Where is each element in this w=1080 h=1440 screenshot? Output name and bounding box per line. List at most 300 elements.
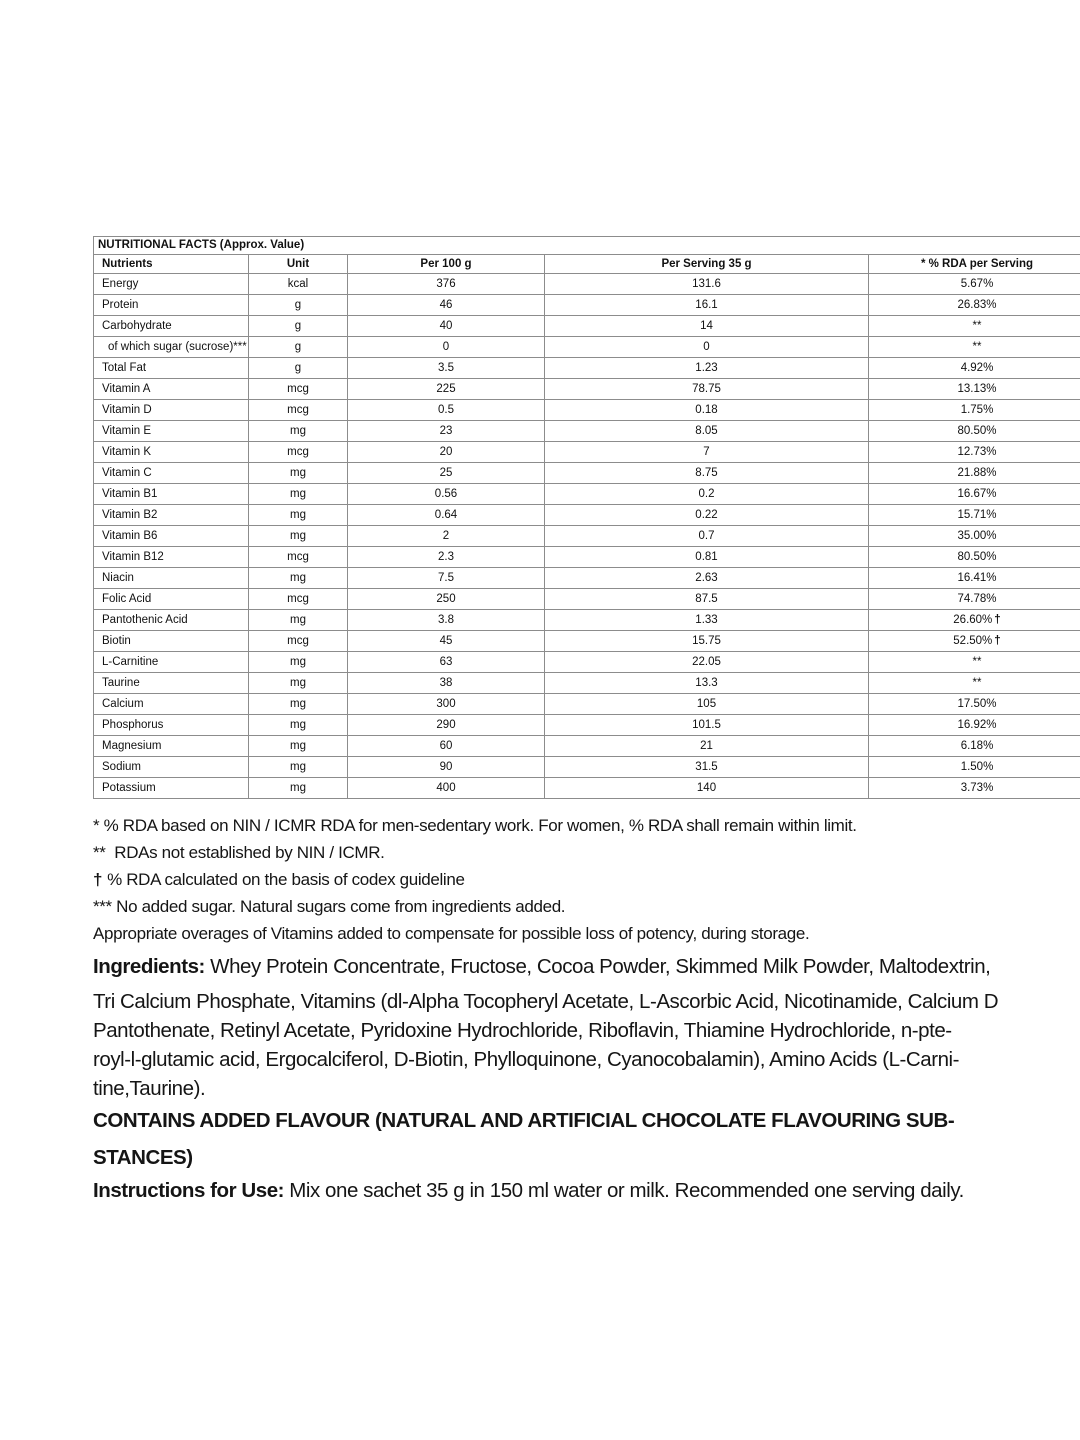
value-per-100g: 45	[439, 634, 453, 647]
value-per-100g-cell	[348, 757, 545, 778]
rda-per-serving-cell	[869, 757, 1080, 778]
value-per-100g-cell	[348, 316, 545, 337]
flavour-line: CONTAINS ADDED FLAVOUR (NATURAL AND ARTIFICIAL CHOCOLATE FLAVOURING SUB-	[93, 1109, 955, 1132]
table-row	[94, 442, 1080, 463]
value-per-serving-cell	[545, 757, 869, 778]
value-per-serving-cell	[545, 610, 869, 631]
value-per-serving-cell	[545, 715, 869, 736]
instructions-label: Instructions for Use:	[93, 1179, 285, 1202]
value-per-100g: 60	[439, 739, 453, 752]
value-per-serving: 13.3	[695, 676, 718, 689]
nutrient-unit: g	[294, 298, 302, 311]
value-per-serving: 0.22	[695, 508, 718, 521]
nutrient-name: Sodium	[102, 760, 141, 773]
nutrient-name-cell	[94, 589, 249, 610]
nutrient-unit: mcg	[287, 445, 309, 458]
table-row	[94, 652, 1080, 673]
rda-per-serving: 1.50%	[960, 760, 994, 773]
nutrition-facts-table	[93, 236, 1080, 799]
rda-per-serving-cell	[869, 694, 1080, 715]
value-per-serving: 0	[703, 340, 710, 353]
value-per-serving-cell	[545, 778, 869, 799]
table-row	[94, 631, 1080, 652]
nutrient-name-cell	[94, 778, 249, 799]
value-per-100g-cell	[348, 421, 545, 442]
rda-per-serving-cell	[869, 421, 1080, 442]
value-per-serving-cell	[545, 505, 869, 526]
value-per-serving-cell	[545, 736, 869, 757]
dagger-mark: †	[994, 613, 1001, 626]
rda-per-serving: 12.73%	[957, 445, 997, 458]
value-per-serving-cell	[545, 673, 869, 694]
nutrient-name-cell	[94, 274, 249, 295]
value-per-serving: 78.75	[692, 382, 721, 395]
value-per-serving: 8.75	[695, 466, 718, 479]
rda-per-serving: 6.18%	[960, 739, 994, 752]
value-per-serving: 1.33	[695, 613, 718, 626]
rda-per-serving-cell	[869, 589, 1080, 610]
nutrient-unit: g	[294, 340, 302, 353]
value-per-100g: 3.8	[438, 613, 454, 626]
nutrient-unit-cell	[249, 715, 348, 736]
nutrient-name: Biotin	[102, 634, 131, 647]
nutrient-name: Vitamin E	[102, 424, 152, 437]
table-row	[94, 274, 1080, 295]
nutrient-unit-cell	[249, 442, 348, 463]
nutrient-unit-cell	[249, 631, 348, 652]
nutrient-unit: mg	[290, 760, 306, 773]
value-per-100g-cell	[348, 484, 545, 505]
nutrient-name-cell	[94, 652, 249, 673]
rda-per-serving: 26.83%	[957, 298, 997, 311]
table-row	[94, 547, 1080, 568]
value-per-100g: 25	[439, 466, 453, 479]
footnote-overages: Appropriate overages of Vitamins added to compensate for possible loss of potency, during storage.	[93, 924, 810, 943]
rda-per-serving-cell	[869, 442, 1080, 463]
value-per-100g: 38	[439, 676, 453, 689]
nutrient-name: Vitamin D	[102, 403, 152, 416]
nutrient-unit: mcg	[287, 634, 309, 647]
nutrient-unit-cell	[249, 694, 348, 715]
nutrient-name: Potassium	[102, 781, 156, 794]
rda-per-serving: 35.00%	[957, 529, 997, 542]
value-per-100g: 0.64	[434, 508, 458, 521]
nutrient-name-cell	[94, 484, 249, 505]
nutrient-unit-cell	[249, 547, 348, 568]
value-per-serving-cell	[545, 526, 869, 547]
nutrient-unit: mg	[290, 508, 306, 521]
rda-per-serving-cell	[869, 715, 1080, 736]
rda-per-serving: 13.13%	[957, 382, 997, 395]
value-per-serving: 7	[703, 445, 710, 458]
value-per-100g-cell	[348, 631, 545, 652]
rda-per-serving: 52.50%	[953, 634, 993, 647]
nutrient-name: Carbohydrate	[102, 319, 172, 332]
value-per-serving: 0.81	[695, 550, 718, 563]
rda-per-serving: 26.60%	[953, 613, 993, 626]
value-per-serving-cell	[545, 337, 869, 358]
nutrient-unit: kcal	[287, 277, 309, 290]
value-per-100g: 90	[439, 760, 453, 773]
rda-per-serving: 16.67%	[957, 487, 997, 500]
nutrient-name: Vitamin A	[102, 382, 151, 395]
value-per-serving-cell	[545, 358, 869, 379]
nutrient-unit: mg	[290, 424, 306, 437]
nutrient-name: Vitamin B6	[102, 529, 158, 542]
value-per-100g: 63	[439, 655, 453, 668]
ingredients-paragraph	[93, 952, 999, 1103]
nutrient-unit-cell	[249, 778, 348, 799]
ingredients-line: royl-l-glutamic acid, Ergocalciferol, D-Biotin, Phylloquinone, Cyanocobalamin), Amino Acids (L-Carni-	[93, 1048, 960, 1071]
nutrient-unit: mg	[290, 697, 306, 710]
nutrient-unit-cell	[249, 316, 348, 337]
rda-per-serving-cell	[869, 547, 1080, 568]
nutrient-name: Niacin	[102, 571, 134, 584]
nutrient-name-cell	[94, 547, 249, 568]
nutrient-unit: mcg	[287, 550, 309, 563]
table-row	[94, 526, 1080, 547]
nutrient-unit: mg	[290, 529, 306, 542]
value-per-100g-cell	[348, 778, 545, 799]
rda-per-serving-cell	[869, 610, 1080, 631]
rda-per-serving-cell	[869, 484, 1080, 505]
rda-per-serving: 21.88%	[957, 466, 997, 479]
nutrient-name: Taurine	[102, 676, 140, 689]
dagger-mark: †	[994, 634, 1001, 647]
rda-per-serving-cell	[869, 358, 1080, 379]
value-per-100g-cell	[348, 673, 545, 694]
nutrient-name: Magnesium	[102, 739, 162, 752]
rda-per-serving: **	[972, 676, 982, 689]
nutrient-name-cell	[94, 316, 249, 337]
nutrient-unit: g	[294, 361, 302, 374]
header-unit: Unit	[249, 255, 348, 274]
header-rda: * % RDA per Serving	[869, 255, 1080, 274]
table-row	[94, 400, 1080, 421]
rda-per-serving: 15.71%	[957, 508, 997, 521]
table-row	[94, 568, 1080, 589]
footnotes	[93, 812, 1053, 947]
rda-per-serving-cell	[869, 631, 1080, 652]
nutrient-name-cell	[94, 694, 249, 715]
value-per-serving: 101.5	[692, 718, 721, 731]
value-per-100g-cell	[348, 358, 545, 379]
rda-per-serving: **	[972, 655, 982, 668]
value-per-serving: 1.23	[695, 361, 718, 374]
ingredients-label: Ingredients:	[93, 955, 205, 978]
value-per-100g: 3.5	[438, 361, 454, 374]
value-per-serving: 15.75	[692, 634, 721, 647]
nutrient-name-cell	[94, 505, 249, 526]
table-row	[94, 505, 1080, 526]
nutrient-unit-cell	[249, 610, 348, 631]
flavour-line: STANCES)	[93, 1146, 193, 1169]
table-row	[94, 715, 1080, 736]
value-per-100g: 290	[436, 718, 456, 731]
value-per-100g-cell	[348, 274, 545, 295]
rda-per-serving-cell	[869, 673, 1080, 694]
nutrient-name: Vitamin B12	[102, 550, 164, 563]
value-per-100g-cell	[348, 547, 545, 568]
rda-per-serving-cell	[869, 295, 1080, 316]
rda-per-serving: **	[972, 340, 982, 353]
value-per-serving: 131.6	[692, 277, 721, 290]
header-per-100g: Per 100 g	[348, 255, 545, 274]
header-per-serving: Per Serving 35 g	[545, 255, 869, 274]
nutrient-name: Phosphorus	[102, 718, 164, 731]
nutrient-name-cell	[94, 442, 249, 463]
nutrient-unit-cell	[249, 736, 348, 757]
header-nutrients: Nutrients	[94, 255, 249, 274]
nutrient-unit: g	[294, 319, 302, 332]
value-per-serving: 8.05	[695, 424, 718, 437]
value-per-100g-cell	[348, 610, 545, 631]
nutrient-unit-cell	[249, 568, 348, 589]
instructions-for-use	[93, 1176, 1043, 1205]
nutrient-unit-cell	[249, 274, 348, 295]
value-per-100g: 250	[436, 592, 456, 605]
table-body	[94, 274, 1080, 799]
value-per-100g: 300	[436, 697, 456, 710]
rda-per-serving: 1.75%	[960, 403, 994, 416]
value-per-serving: 2.63	[695, 571, 718, 584]
table-row	[94, 379, 1080, 400]
value-per-100g: 20	[439, 445, 453, 458]
value-per-100g-cell	[348, 589, 545, 610]
nutrient-unit: mg	[290, 781, 306, 794]
rda-per-serving-cell	[869, 778, 1080, 799]
rda-per-serving: 17.50%	[957, 697, 997, 710]
ingredients-text: Whey Protein Concentrate, Fructose, Cocoa Powder, Skimmed Milk Powder, Maltodextrin,	[204, 955, 991, 978]
nutrient-name-cell	[94, 421, 249, 442]
nutrient-unit-cell	[249, 400, 348, 421]
rda-per-serving-cell	[869, 736, 1080, 757]
nutrient-name: Vitamin C	[102, 466, 152, 479]
nutrient-unit-cell	[249, 673, 348, 694]
nutrient-unit-cell	[249, 652, 348, 673]
rda-per-serving-cell	[869, 652, 1080, 673]
nutrient-name-cell	[94, 568, 249, 589]
value-per-serving: 87.5	[695, 592, 718, 605]
footnote-not-established: ** RDAs not established by NIN / ICMR.	[93, 843, 385, 862]
nutrient-name: L-Carnitine	[102, 655, 159, 668]
nutrient-unit: mcg	[287, 403, 309, 416]
nutrient-unit: mg	[290, 676, 306, 689]
value-per-100g-cell	[348, 694, 545, 715]
table-row	[94, 694, 1080, 715]
ingredients-line: Tri Calcium Phosphate, Vitamins (dl-Alpha Tocopheryl Acetate, L-Ascorbic Acid, Nicotinamide, Calcium D	[93, 990, 999, 1013]
nutrient-unit-cell	[249, 463, 348, 484]
value-per-serving-cell	[545, 652, 869, 673]
nutrient-name-cell	[94, 736, 249, 757]
nutrient-name-cell	[94, 610, 249, 631]
nutrient-unit-cell	[249, 757, 348, 778]
nutrient-unit-cell	[249, 337, 348, 358]
footnote-no-added-sugar: *** No added sugar. Natural sugars come from ingredients added.	[93, 897, 566, 916]
value-per-100g: 40	[439, 319, 453, 332]
nutrient-unit-cell	[249, 358, 348, 379]
value-per-100g: 46	[439, 298, 453, 311]
nutrient-name-cell	[94, 358, 249, 379]
nutrient-unit-cell	[249, 295, 348, 316]
value-per-100g: 23	[439, 424, 453, 437]
value-per-100g-cell	[348, 337, 545, 358]
nutrient-name-cell	[94, 295, 249, 316]
value-per-serving-cell	[545, 631, 869, 652]
value-per-100g: 0	[442, 340, 450, 353]
value-per-100g: 2.3	[438, 550, 454, 563]
table-row	[94, 673, 1080, 694]
value-per-serving: 0.7	[698, 529, 715, 542]
nutrient-unit: mg	[290, 718, 306, 731]
rda-per-serving: 80.50%	[957, 550, 997, 563]
rda-per-serving-cell	[869, 463, 1080, 484]
value-per-serving-cell	[545, 568, 869, 589]
value-per-100g: 225	[436, 382, 456, 395]
value-per-100g-cell	[348, 295, 545, 316]
value-per-100g-cell	[348, 526, 545, 547]
value-per-serving: 16.1	[695, 298, 718, 311]
nutrient-unit: mcg	[287, 592, 309, 605]
value-per-100g-cell	[348, 400, 545, 421]
table-row	[94, 778, 1080, 799]
value-per-serving: 0.18	[695, 403, 718, 416]
table-row	[94, 463, 1080, 484]
nutrient-name: Vitamin B2	[102, 508, 158, 521]
value-per-serving-cell	[545, 400, 869, 421]
nutrient-name-cell	[94, 379, 249, 400]
rda-per-serving: 16.92%	[957, 718, 997, 731]
value-per-100g-cell	[348, 652, 545, 673]
instructions-text: Mix one sachet 35 g in 150 ml water or milk. Recommended one serving daily.	[284, 1179, 964, 1202]
rda-per-serving-cell	[869, 274, 1080, 295]
dagger-symbol: †	[93, 870, 103, 889]
nutrient-name-cell	[94, 757, 249, 778]
value-per-serving: 14	[700, 319, 713, 332]
table-row	[94, 421, 1080, 442]
table-row	[94, 589, 1080, 610]
nutrient-unit: mg	[290, 613, 306, 626]
rda-per-serving: 74.78%	[957, 592, 997, 605]
footnote-codex-text: % RDA calculated on the basis of codex guideline	[107, 870, 465, 889]
rda-per-serving-cell	[869, 337, 1080, 358]
nutrient-unit-cell	[249, 484, 348, 505]
nutrient-name-cell	[94, 673, 249, 694]
value-per-serving-cell	[545, 547, 869, 568]
table-row	[94, 316, 1080, 337]
value-per-100g-cell	[348, 379, 545, 400]
nutrient-name-cell	[94, 337, 249, 358]
table-row	[94, 736, 1080, 757]
nutrient-name-cell	[94, 526, 249, 547]
nutrient-unit: mg	[290, 571, 306, 584]
nutrient-name: Protein	[102, 298, 139, 311]
value-per-serving: 22.05	[692, 655, 721, 668]
value-per-serving-cell	[545, 316, 869, 337]
value-per-100g-cell	[348, 715, 545, 736]
value-per-serving: 21	[700, 739, 713, 752]
value-per-100g: 2	[442, 529, 450, 542]
rda-per-serving-cell	[869, 316, 1080, 337]
rda-per-serving: 5.67%	[960, 277, 994, 290]
table-row	[94, 358, 1080, 379]
rda-per-serving: **	[972, 319, 982, 332]
rda-per-serving-cell	[869, 379, 1080, 400]
value-per-100g-cell	[348, 442, 545, 463]
nutrient-name: Total Fat	[102, 361, 147, 374]
value-per-100g-cell	[348, 463, 545, 484]
nutrient-name: Vitamin K	[102, 445, 152, 458]
flavour-statement	[93, 1102, 993, 1176]
nutrient-unit-cell	[249, 421, 348, 442]
nutrient-name: of which sugar (sucrose)***	[108, 340, 247, 353]
table-row	[94, 610, 1080, 631]
table-row	[94, 295, 1080, 316]
nutrient-unit-cell	[249, 589, 348, 610]
ingredients-line: tine,Taurine).	[93, 1077, 206, 1100]
value-per-serving: 140	[696, 781, 717, 794]
rda-per-serving: 80.50%	[957, 424, 997, 437]
nutrient-name: Energy	[102, 277, 139, 290]
value-per-100g: 0.56	[434, 487, 458, 500]
ingredients-line: Pantothenate, Retinyl Acetate, Pyridoxine Hydrochloride, Riboflavin, Thiamine Hydrochloride, n-pte-	[93, 1019, 952, 1042]
value-per-serving-cell	[545, 463, 869, 484]
nutrient-name-cell	[94, 631, 249, 652]
nutrient-unit: mg	[290, 466, 306, 479]
rda-per-serving: 4.92%	[960, 361, 994, 374]
value-per-serving: 0.2	[698, 487, 715, 500]
rda-per-serving: 3.73%	[960, 781, 994, 794]
value-per-100g: 7.5	[438, 571, 454, 584]
value-per-serving-cell	[545, 484, 869, 505]
value-per-serving-cell	[545, 295, 869, 316]
rda-per-serving-cell	[869, 400, 1080, 421]
rda-per-serving: 16.41%	[957, 571, 997, 584]
rda-per-serving-cell	[869, 568, 1080, 589]
nutrient-name-cell	[94, 715, 249, 736]
table-row	[94, 337, 1080, 358]
footnote-rda-basis: * % RDA based on NIN / ICMR RDA for men-sedentary work. For women, % RDA shall remain within limit.	[93, 816, 857, 835]
nutrient-unit: mg	[290, 655, 306, 668]
value-per-serving-cell	[545, 442, 869, 463]
nutrient-unit: mg	[290, 739, 306, 752]
nutrient-name: Pantothenic Acid	[102, 613, 188, 626]
value-per-serving-cell	[545, 694, 869, 715]
nutrient-unit: mg	[290, 487, 306, 500]
nutrient-unit: mcg	[287, 382, 309, 395]
value-per-serving: 105	[696, 697, 717, 710]
value-per-100g-cell	[348, 568, 545, 589]
ingredients-line	[93, 952, 993, 981]
value-per-serving-cell	[545, 379, 869, 400]
nutrient-unit-cell	[249, 526, 348, 547]
nutrient-name-cell	[94, 400, 249, 421]
nutrient-unit-cell	[249, 505, 348, 526]
table-row	[94, 757, 1080, 778]
value-per-100g: 376	[436, 277, 456, 290]
footnote-codex	[93, 866, 1053, 893]
value-per-100g-cell	[348, 505, 545, 526]
value-per-100g: 0.5	[438, 403, 454, 416]
value-per-100g: 400	[436, 781, 456, 794]
value-per-100g-cell	[348, 736, 545, 757]
value-per-serving-cell	[545, 589, 869, 610]
nutrient-name: Calcium	[102, 697, 144, 710]
nutrient-name-cell	[94, 463, 249, 484]
nutrient-name: Vitamin B1	[102, 487, 158, 500]
nutrient-unit-cell	[249, 379, 348, 400]
value-per-serving-cell	[545, 274, 869, 295]
